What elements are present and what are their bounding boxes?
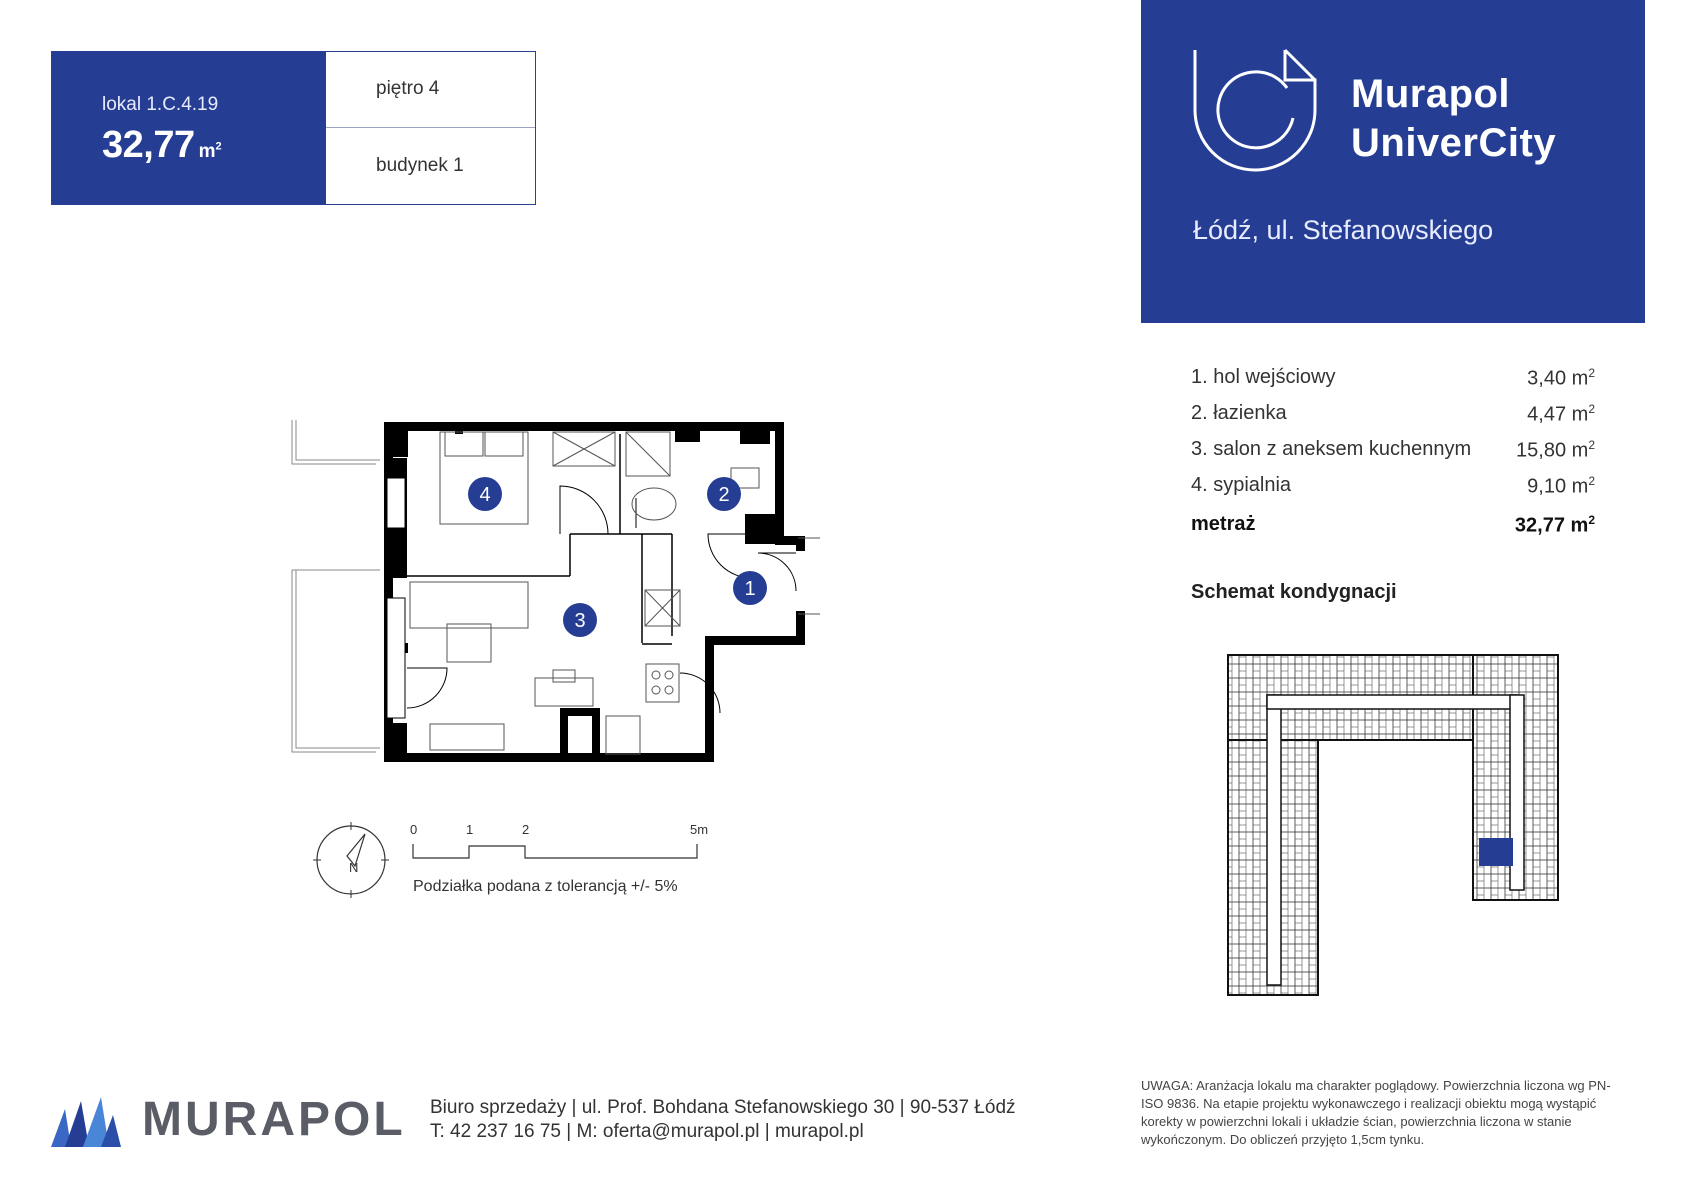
murapol-logo-icon [51,1097,121,1147]
brand-title-line1: Murapol [1351,72,1511,116]
room-marker-1 [733,571,767,605]
room-area: 4,47 $m^2$ [1527,402,1595,426]
schema-title: Schemat kondygnacji [1191,581,1397,603]
scale-tick-0: 0 [410,822,418,837]
svg-text:2: 2 [718,484,730,506]
floor-schema [1225,650,1565,1010]
room-row [1191,402,1595,432]
building-cell: budynek 1 [376,155,464,176]
disclaimer-note: UWAGA: Aranżacja lokalu ma charakter poglądowy. Powierzchnia liczona wg PN-ISO 9836. Na etapie projektu wykonawczego i realizacji obiektu mogą wystąpić korekty w powierzchni lokali i układzie ścian, powierzchnia liczona w stanie wykończonym. Do obliczeń przyjęto 1,5cm tynku. [1141,1078,1611,1147]
compass-icon [313,822,389,898]
scale-tick-2: 2 [522,822,530,837]
room-label: 2. łazienka [1191,402,1287,424]
svg-text:4: 4 [479,484,491,506]
total-area: 32,77 $m^2$ [1514,513,1595,537]
room-label: 4. sypialnia [1191,474,1292,496]
room-marker-2 [707,477,741,511]
unit-highlight [1479,838,1513,866]
unit-area: 32,77 [102,124,195,166]
room-area: 9,10 $m^2$ [1527,474,1595,498]
room-row [1191,474,1595,504]
total-label: metraż [1191,513,1256,535]
svg-text:3: 3 [574,610,586,632]
svg-text:1: 1 [744,578,756,600]
brand-title-line2: UniverCity [1351,121,1557,165]
room-marker-4 [468,477,502,511]
room-area: 3,40 $m^2$ [1527,366,1595,390]
univercity-logo-icon [1193,48,1317,172]
total-area-row [1191,513,1595,543]
floor-cell: piętro 4 [326,52,535,128]
room-marker-3 [563,603,597,637]
unit-code: lokal 1.C.4.19 [102,94,219,115]
scale-tick-5m: 5m [690,822,709,837]
room-row [1191,438,1595,468]
floor-plan [290,418,850,768]
unit-area-panel [52,52,326,204]
compass-label: N [349,860,359,875]
brand-panel [1141,0,1645,323]
murapol-wordmark: MURAPOL [142,1093,406,1146]
scale-note: Podziałka podana z tolerancją +/- 5% [413,878,678,895]
room-label: 3. salon z aneksem kuchennym [1191,438,1472,460]
scale-bar [410,822,710,862]
room-row [1191,366,1595,396]
office-address: Biuro sprzedaży | ul. Prof. Bohdana Stefanowskiego 30 | 90-537 Łódź [430,1097,1016,1118]
scale-tick-1: 1 [466,822,474,837]
unit-info-box [51,51,536,205]
brand-location: Łódź, ul. Stefanowskiego [1193,215,1494,245]
room-area: 15,80 $m^2$ [1516,438,1595,462]
unit-area-unit: $m^2$ [198,140,222,162]
unit-area-row [102,124,222,167]
office-contact: T: 42 237 16 75 | M: oferta@murapol.pl | murapol.pl [430,1121,864,1142]
room-label: 1. hol wejściowy [1191,366,1336,388]
